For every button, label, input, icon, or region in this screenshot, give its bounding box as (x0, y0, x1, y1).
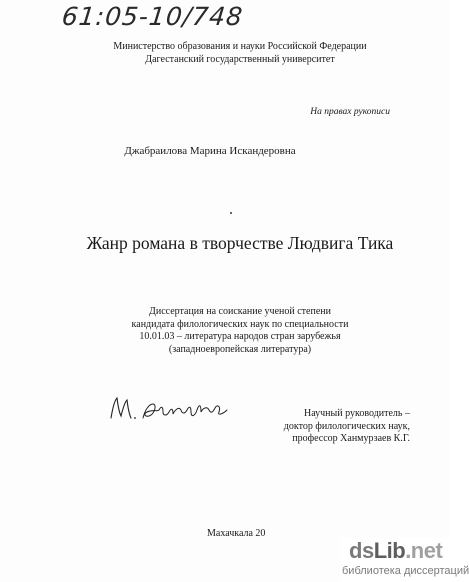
advisor-line: профессор Ханмурзаев К.Г. (292, 433, 410, 444)
scientific-advisor (270, 408, 410, 446)
dissertation-info (15, 306, 465, 356)
logo-lib: Lib (373, 538, 406, 563)
dissertation-line: (западноевропейская литература) (168, 343, 312, 355)
university-line: Дагестанский государственный университет (145, 54, 335, 65)
dissertation-line: 10.01.03 – литература народов стран зарубежья (139, 331, 341, 342)
advisor-line: доктор филологических наук, (283, 420, 410, 432)
manuscript-rights: На правах рукописи (310, 107, 390, 117)
city-year: Махачкала 20 (207, 528, 266, 539)
logo-net: .net (405, 538, 443, 563)
dissertation-title: Жанр романа в творчестве Людвига Тика (86, 233, 394, 253)
logo-ds: ds (349, 538, 374, 563)
archive-number: 61:05-10/748 (60, 2, 245, 31)
dslib-subtitle: библиотека диссертаций (342, 565, 469, 577)
dslib-watermark (340, 538, 469, 582)
handwritten-signature (105, 392, 235, 424)
advisor-line: Научный руководитель – (304, 408, 410, 419)
author-name: Джабраилова Марина Искандеровна (124, 145, 296, 157)
ministry-line: Министерство образования и науки Российской Федерации (113, 41, 367, 52)
ministry-header (15, 40, 465, 66)
dslib-logo (349, 538, 442, 564)
dissertation-line: Диссертация на соискание ученой степени (149, 306, 331, 317)
dissertation-line: кандидата филологических наук по специальности (131, 318, 349, 330)
ink-dot (230, 212, 232, 214)
